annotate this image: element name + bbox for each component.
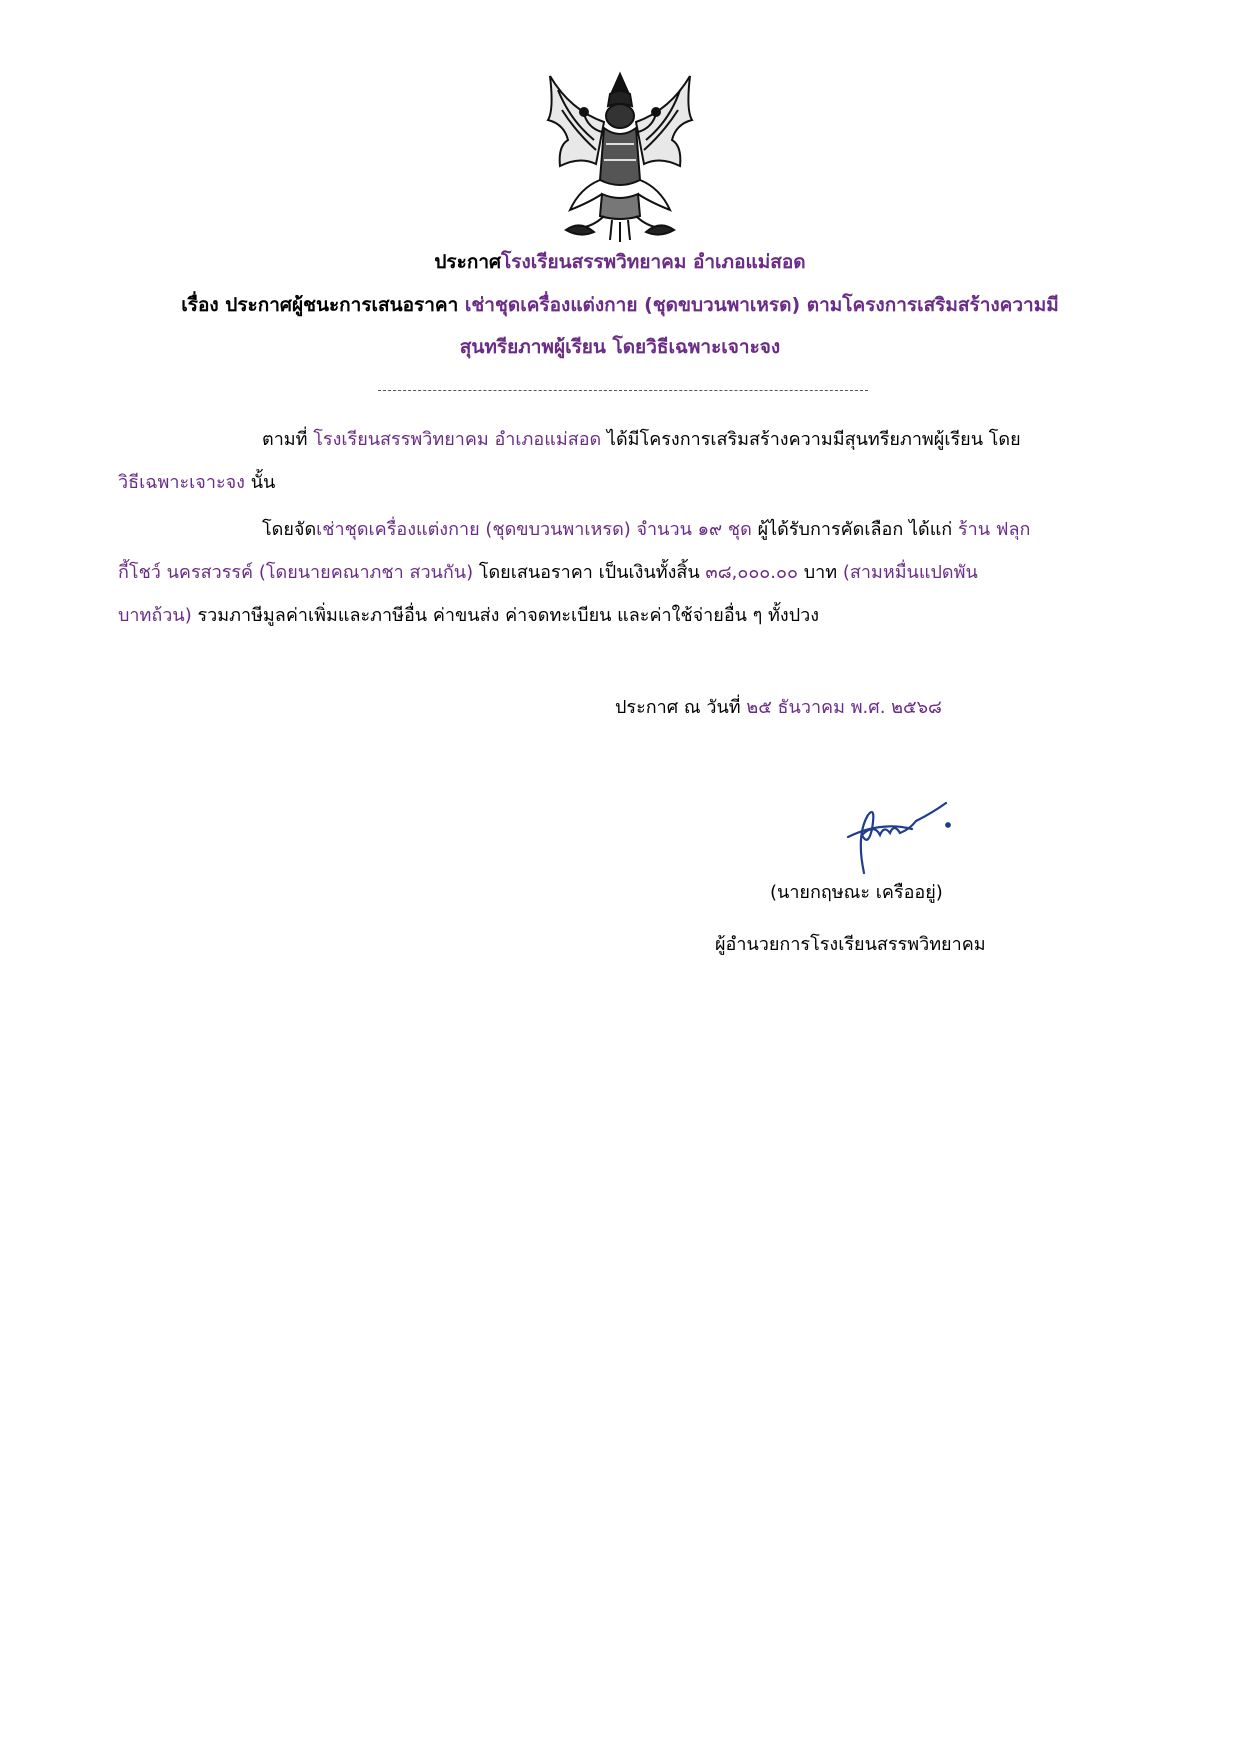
p2-baht: บาท <box>798 562 843 583</box>
p1-mid: ได้มีโครงการเสริมสร้างความมีสุนทรียภาพผู้เรียน โดย <box>601 429 1021 450</box>
p2-words-2: บาทถ้วน) <box>118 605 192 626</box>
date-value: ๒๕ ธันวาคม พ.ศ. ๒๕๖๘ <box>746 697 942 718</box>
announcement-date <box>615 693 942 723</box>
paragraph-2-line-2 <box>118 558 978 588</box>
paragraph-2-line-3 <box>118 601 819 631</box>
p2-tail: รวมภาษีมูลค่าเพิ่มและภาษีอื่น ค่าขนส่ง ค่าจดทะเบียน และค่าใช้จ่ายอื่น ๆ ทั้งปวง <box>191 605 820 626</box>
p2-vendor-1: ร้าน ฟลุก <box>957 519 1031 540</box>
p2-amount: ๓๘,๐๐๐.๐๐ <box>705 562 798 583</box>
p2-vendor-2: กี้โชว์ นครสวรรค์ (โดยนายคณาภชา สวนกัน) <box>118 562 474 583</box>
subject-title-1: เช่าชุดเครื่องแต่งกาย (ชุดขบวนพาเหรด) ตามโครงการเสริมสร้างความมี <box>464 294 1059 316</box>
p1-method: วิธีเฉพาะเจาะจง <box>118 472 245 493</box>
school-district: โรงเรียนสรรพวิทยาคม อำเภอแม่สอด <box>501 251 806 273</box>
p2-select: ผู้ได้รับการคัดเลือก ได้แก่ <box>751 519 958 540</box>
p1-intro: ตามที่ <box>262 429 314 450</box>
paragraph-1-line-1 <box>262 425 1021 455</box>
date-prefix: ประกาศ ณ วันที่ <box>615 697 747 718</box>
p2-lead: โดยจัด <box>262 519 317 540</box>
handwritten-signature <box>820 795 960 875</box>
subject-line-1 <box>60 290 1180 320</box>
announce-prefix: ประกาศ <box>434 251 502 273</box>
subject-line-2: สุนทรียภาพผู้เรียน โดยวิธีเฉพาะเจาะจง <box>459 336 781 358</box>
signer-position: ผู้อำนวยการโรงเรียนสรรพวิทยาคม <box>715 934 986 955</box>
paragraph-1-line-2 <box>118 468 275 498</box>
p2-offer: โดยเสนอราคา เป็นเงินทั้งสิ้น <box>473 562 706 583</box>
paragraph-2-line-1 <box>262 515 1030 545</box>
announcement-title <box>60 247 1180 277</box>
subject-prefix: เรื่อง ประกาศผู้ชนะการเสนอราคา <box>181 294 465 316</box>
p2-item: เช่าชุดเครื่องแต่งกาย (ชุดขบวนพาเหรด) จำนวน ๑๙ ชุด <box>316 519 752 540</box>
p1-end: นั้น <box>244 472 276 493</box>
p1-school: โรงเรียนสรรพวิทยาคม อำเภอแม่สอด <box>313 429 602 450</box>
garuda-emblem <box>540 70 700 242</box>
signer-name: (นายกฤษณะ เครืออยู่) <box>770 882 943 903</box>
separator-line <box>378 390 868 391</box>
p2-words-1: (สามหมื่นแปดพัน <box>842 562 978 583</box>
